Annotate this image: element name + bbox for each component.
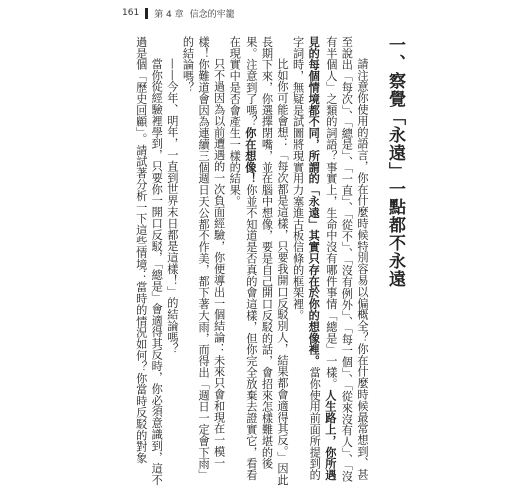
running-header [122,6,235,20]
page-body [125,36,410,486]
chapter-label: 第 4 章 [154,9,184,20]
paragraph-text: 比如你可能會想：「每次都是這樣，只要我開口反駁別人，結果都會適得其反。」因此長期下來，你選擇閉嘴，並在腦中想像，要是自己開口反駁的話，會招來怎樣難堪的後果。注意到了嗎？ [244,36,290,486]
paragraph-1 [290,36,370,486]
paragraph-2 [227,36,290,486]
paragraph-4 [164,36,180,486]
paragraph-text: 請注意你使用的語言，你在什麼時候特別容易以偏概全？你在什麼時候最常想到、甚至說出「每次」、「總是」、「一直」、「從不」、「沒有例外」、「每一個」、「從來沒有人」、「沒有半個人」之類的詞語？事實上，生命中沒有哪件事情「總是」一樣。 [324,36,369,482]
paragraph-text: 你並不知道是否真的會這樣，但你完全放棄去證實它，看看在現實中是否會產生一樣的結果。 [228,36,258,481]
paragraph-5 [133,36,164,486]
paragraph-emphasis: 人生路上，你所遇見的每個情境都不同，所謂的「永遠」其實只存在於你的想像裡。 [307,36,338,481]
section-heading: 一、察覺「永遠」一點都不永遠 [385,36,405,288]
vertical-text-block [133,36,410,486]
paragraph-emphasis: 你在想像！ [243,127,258,185]
paragraph-text: 當你從經驗裡學到，只要你一開口反駁，「總是」會適得其反時，你必須意識到，這不過是個「歷史回顧」。請試著分析一下這些情境：當時的情況如何？你當時反駁的對象 [134,36,164,486]
paragraph-text: ——今年、明年，一直到世界末日都是這樣！」的結論嗎？ [165,58,179,355]
paragraph-text: 只不過因為以前遭遇的一次負面經驗，你便導出一個結論：未來只會和現在一模一樣！你難道會因為連續三個週日天公都不作美，都下著大雨，而得出「週日一定會下雨」的結論嗎？ [181,36,226,481]
paragraph-text: 當你使用前面所提到的字詞時，無疑是試圖將現實用力塞進古板信條的框架裡。 [291,36,322,481]
header-divider-bar [145,8,148,19]
chapter-title: 信念的牢籠 [189,9,235,20]
paragraph-3 [180,36,227,486]
page-number: 161 [122,8,140,18]
